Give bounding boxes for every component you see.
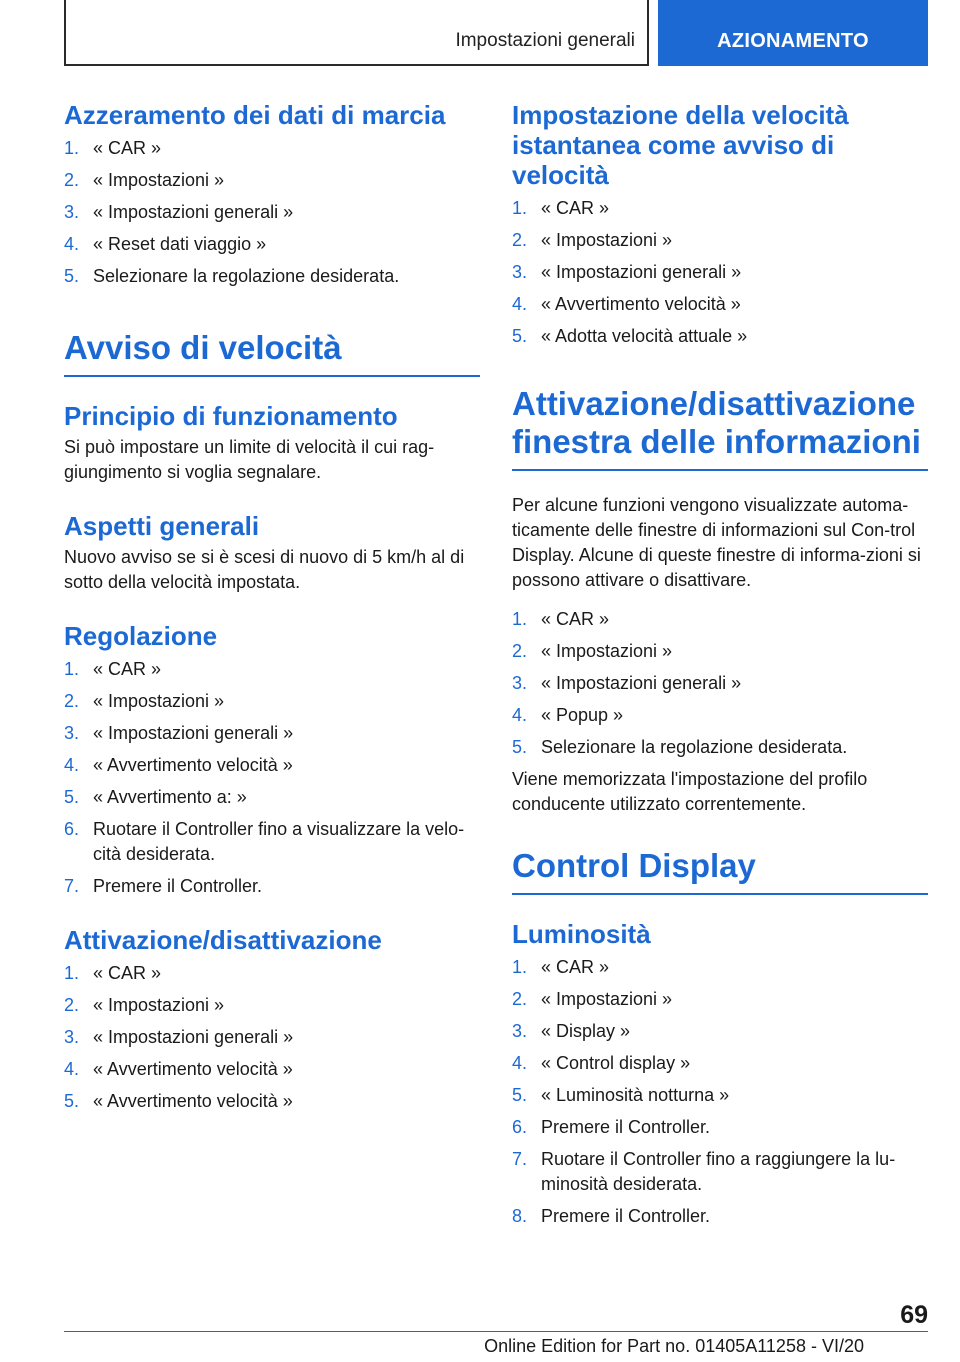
step-item [64,874,480,899]
step-item [512,703,928,728]
brightness-steps [512,955,928,1229]
page-number: 69 [900,1301,928,1329]
step-text: Ruotare il Controller fino a visualizzare la velo-cità desiderata. [93,819,465,864]
info-windows-steps [512,607,928,760]
step-number: 5. [64,1091,80,1111]
info-windows-note: Viene memorizzata l'impostazione del profilo conducente utilizzato correntemente. [512,769,868,814]
step-number: 2. [512,230,528,250]
step-number: 4. [64,234,80,254]
step-item [512,196,928,221]
step-text: « CAR » [93,963,162,983]
step-item [512,1115,928,1140]
page-header [64,0,928,66]
section-title: Impostazioni generali [455,30,635,51]
step-number: 2. [64,691,80,711]
speed-warning-heading: Avviso di velocità [64,329,480,377]
step-number: 2. [64,170,80,190]
step-text: « Reset dati viaggio » [93,234,267,254]
trip-reset-heading: Azzeramento dei dati di marcia [64,100,446,130]
step-text: « Luminosità notturna » [541,1085,730,1105]
chapter-title: AZIONAMENTO [717,30,869,52]
step-item [512,1051,928,1076]
step-number: 3. [64,1027,80,1047]
info-windows-text: Per alcune funzioni vengono visualizzate automa-ticamente delle finestre di informazioni sul Con-trol Display. Alcune di queste finestre di informa-zioni si possono attivare o disattivare. [512,495,921,590]
step-number: 3. [512,262,528,282]
step-text: « Impostazioni » [541,230,673,250]
step-text: « CAR » [541,957,610,977]
step-item [64,817,480,867]
setting-steps [64,657,480,899]
step-text: « Display » [541,1021,631,1041]
info-windows-heading: Attivazione/disattivazione finestra delle informazioni [512,385,928,471]
step-text: « Impostazioni generali » [541,262,742,282]
step-item [64,689,480,714]
step-item [512,1204,928,1229]
step-number: 3. [64,723,80,743]
step-number: 3. [512,673,528,693]
step-text: Premere il Controller. [541,1206,711,1226]
step-text: « Impostazioni generali » [541,673,742,693]
step-item [64,1089,480,1114]
step-number: 7. [512,1149,528,1169]
step-number: 4. [512,294,528,314]
principle-text: Si può impostare un limite di velocità il cui rag-giungimento si voglia segnalare. [64,437,435,482]
step-text: « Avvertimento velocità » [93,755,293,775]
step-text: « Adotta velocità attuale » [541,326,748,346]
step-text: « CAR » [541,609,610,629]
step-text: Selezionare la regolazione desiderata. [93,266,400,286]
step-item [512,987,928,1012]
step-item [64,1057,480,1082]
step-text: « Impostazioni » [541,989,673,1009]
current-speed-steps [512,196,928,349]
step-text: Premere il Controller. [541,1117,711,1137]
step-number: 1. [512,198,528,218]
step-item [512,292,928,317]
step-number: 2. [512,989,528,1009]
step-item [64,136,480,161]
step-text: « Avvertimento a: » [93,787,247,807]
step-number: 5. [512,737,528,757]
step-item [64,264,480,289]
step-item [512,228,928,253]
general-text: Nuovo avviso se si è scesi di nuovo di 5 km/h al di sotto della velocità impostata. [64,547,465,592]
section-tab [64,0,649,66]
step-text: « Avvertimento velocità » [93,1091,293,1111]
step-item [64,961,480,986]
setting-heading: Regolazione [64,621,218,651]
step-number: 6. [64,819,80,839]
step-text: « CAR » [93,138,162,158]
edition-text: Online Edition for Part no. 01405A11258 - VI/20 [484,1336,864,1356]
step-item [512,955,928,980]
step-number: 4. [64,1059,80,1079]
step-item [64,232,480,257]
step-number: 8. [512,1206,528,1226]
step-number: 2. [512,641,528,661]
step-item [64,753,480,778]
step-text: « Impostazioni » [93,995,225,1015]
step-item [512,639,928,664]
step-text: « Impostazioni generali » [93,723,294,743]
step-number: 3. [512,1021,528,1041]
step-item [512,260,928,285]
step-number: 1. [64,138,80,158]
general-heading: Aspetti generali [64,511,260,541]
step-item [512,671,928,696]
step-text: Ruotare il Controller fino a raggiungere la lu-minosità desiderata. [541,1149,896,1194]
step-number: 3. [64,202,80,222]
step-number: 2. [64,995,80,1015]
trip-reset-steps [64,136,480,289]
step-item [512,607,928,632]
step-text: « Popup » [541,705,624,725]
step-number: 1. [64,659,80,679]
step-item [64,1025,480,1050]
step-text: « Impostazioni generali » [93,1027,294,1047]
step-text: « Control display » [541,1053,691,1073]
step-number: 7. [64,876,80,896]
step-item [64,721,480,746]
right-column [512,100,928,1236]
step-number: 5. [64,787,80,807]
step-number: 1. [512,957,528,977]
step-text: Premere il Controller. [93,876,263,896]
step-text: « Avvertimento velocità » [93,1059,293,1079]
step-text: Selezionare la regolazione desiderata. [541,737,848,757]
step-text: « Impostazioni generali » [93,202,294,222]
step-number: 6. [512,1117,528,1137]
step-item [64,993,480,1018]
step-item [64,168,480,193]
step-number: 5. [512,326,528,346]
control-display-heading: Control Display [512,847,928,895]
step-number: 5. [64,266,80,286]
step-number: 4. [512,705,528,725]
step-item [512,1083,928,1108]
step-number: 4. [64,755,80,775]
step-text: « Impostazioni » [93,691,225,711]
step-number: 1. [64,963,80,983]
step-item [64,657,480,682]
current-speed-heading: Impostazione della velocità istantanea come avviso di velocità [512,100,849,190]
step-text: « Avvertimento velocità » [541,294,741,314]
toggle-heading: Attivazione/disattivazione [64,925,382,955]
step-text: « CAR » [93,659,162,679]
principle-heading: Principio di funzionamento [64,401,398,431]
step-item [64,200,480,225]
step-number: 4. [512,1053,528,1073]
step-item [64,785,480,810]
step-item [512,1147,928,1197]
chapter-tab [658,0,928,66]
footer-rule [64,1331,928,1332]
step-item [512,324,928,349]
step-text: « Impostazioni » [93,170,225,190]
step-item [512,1019,928,1044]
step-text: « Impostazioni » [541,641,673,661]
brightness-heading: Luminosità [512,919,651,949]
step-number: 1. [512,609,528,629]
left-column [64,100,480,1121]
step-text: « CAR » [541,198,610,218]
step-number: 5. [512,1085,528,1105]
toggle-steps [64,961,480,1114]
step-item [512,735,928,760]
